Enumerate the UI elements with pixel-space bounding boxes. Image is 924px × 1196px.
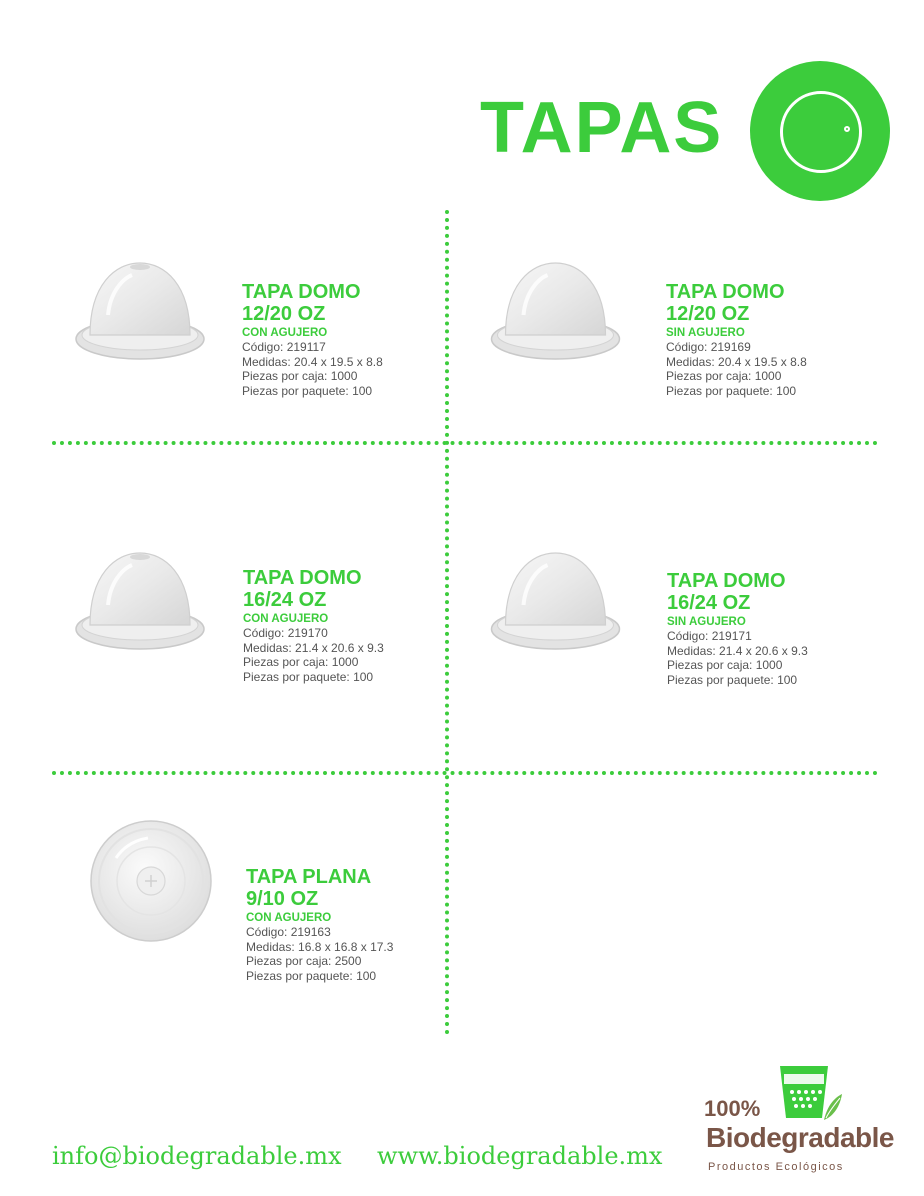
horizontal-divider-1	[52, 441, 878, 445]
dome-lid-without-hole-image	[483, 545, 628, 655]
product-code: Código: 219163	[246, 925, 331, 939]
pieces-per-pack: Piezas por paquete: 100	[666, 383, 797, 398]
page-title: TAPAS	[480, 88, 724, 168]
pieces-per-box: Piezas por caja: 1000	[666, 369, 782, 383]
product-card-219169	[666, 281, 807, 398]
product-dimensions: Medidas: 21.4 x 20.6 x 9.3	[667, 643, 808, 658]
product-card-219171	[667, 570, 808, 687]
product-dimensions: Medidas: 21.4 x 20.6 x 9.3	[243, 640, 384, 655]
pieces-per-pack: Piezas por paquete: 100	[242, 383, 373, 398]
product-size: 16/24 OZ	[243, 589, 327, 611]
product-size: 12/20 OZ	[666, 303, 750, 325]
product-code: Código: 219170	[243, 626, 328, 640]
flat-lid-with-hole-image	[88, 818, 214, 944]
product-variant: CON AGUJERO	[242, 327, 328, 339]
vertical-divider	[445, 210, 449, 1035]
product-variant: CON AGUJERO	[246, 912, 332, 924]
contact-email-link[interactable]: info@biodegradable.mx	[52, 1142, 342, 1170]
pieces-per-box: Piezas por caja: 2500	[246, 954, 362, 968]
product-name: TAPA DOMO	[667, 570, 786, 592]
pieces-per-pack: Piezas por paquete: 100	[243, 669, 374, 684]
product-variant: CON AGUJERO	[243, 613, 329, 625]
logo-brand: Biodegradable	[706, 1122, 894, 1153]
product-dimensions: Medidas: 16.8 x 16.8 x 17.3	[246, 939, 394, 954]
pieces-per-pack: Piezas por paquete: 100	[246, 968, 377, 983]
product-variant: SIN AGUJERO	[666, 327, 745, 339]
product-code: Código: 219169	[666, 340, 751, 354]
product-code: Código: 219117	[242, 340, 326, 354]
dome-lid-without-hole-image	[483, 255, 628, 365]
product-name: TAPA DOMO	[242, 281, 361, 303]
product-size: 12/20 OZ	[242, 303, 326, 325]
pieces-per-box: Piezas por caja: 1000	[667, 658, 783, 672]
horizontal-divider-2	[52, 771, 878, 775]
product-name: TAPA DOMO	[666, 281, 785, 303]
product-size: 16/24 OZ	[667, 592, 751, 614]
dome-lid-with-hole-image	[70, 545, 210, 655]
brand-logo	[700, 1060, 900, 1180]
product-card-219163	[246, 866, 393, 983]
product-card-219117	[242, 281, 383, 398]
product-size: 9/10 OZ	[246, 888, 319, 910]
product-name: TAPA PLANA	[246, 866, 372, 888]
product-dimensions: Medidas: 20.4 x 19.5 x 8.8	[242, 354, 383, 369]
website-link[interactable]: www.biodegradable.mx	[377, 1142, 663, 1170]
product-variant: SIN AGUJERO	[667, 616, 746, 628]
pieces-per-box: Piezas por caja: 1000	[242, 369, 358, 383]
pieces-per-box: Piezas por caja: 1000	[243, 655, 359, 669]
pieces-per-pack: Piezas por paquete: 100	[667, 672, 798, 687]
lid-outline	[780, 91, 862, 173]
dome-lid-with-hole-image	[70, 255, 210, 365]
product-name: TAPA DOMO	[243, 567, 362, 589]
logo-tagline: Productos Ecológicos	[708, 1161, 844, 1173]
product-card-219170	[243, 567, 384, 684]
straw-hole-marker	[844, 126, 850, 132]
lid-badge-icon	[750, 61, 890, 201]
product-code: Código: 219171	[667, 629, 752, 643]
logo-percent: 100%	[704, 1096, 761, 1121]
cup-leaf-icon	[772, 1060, 844, 1124]
product-dimensions: Medidas: 20.4 x 19.5 x 8.8	[666, 354, 807, 369]
